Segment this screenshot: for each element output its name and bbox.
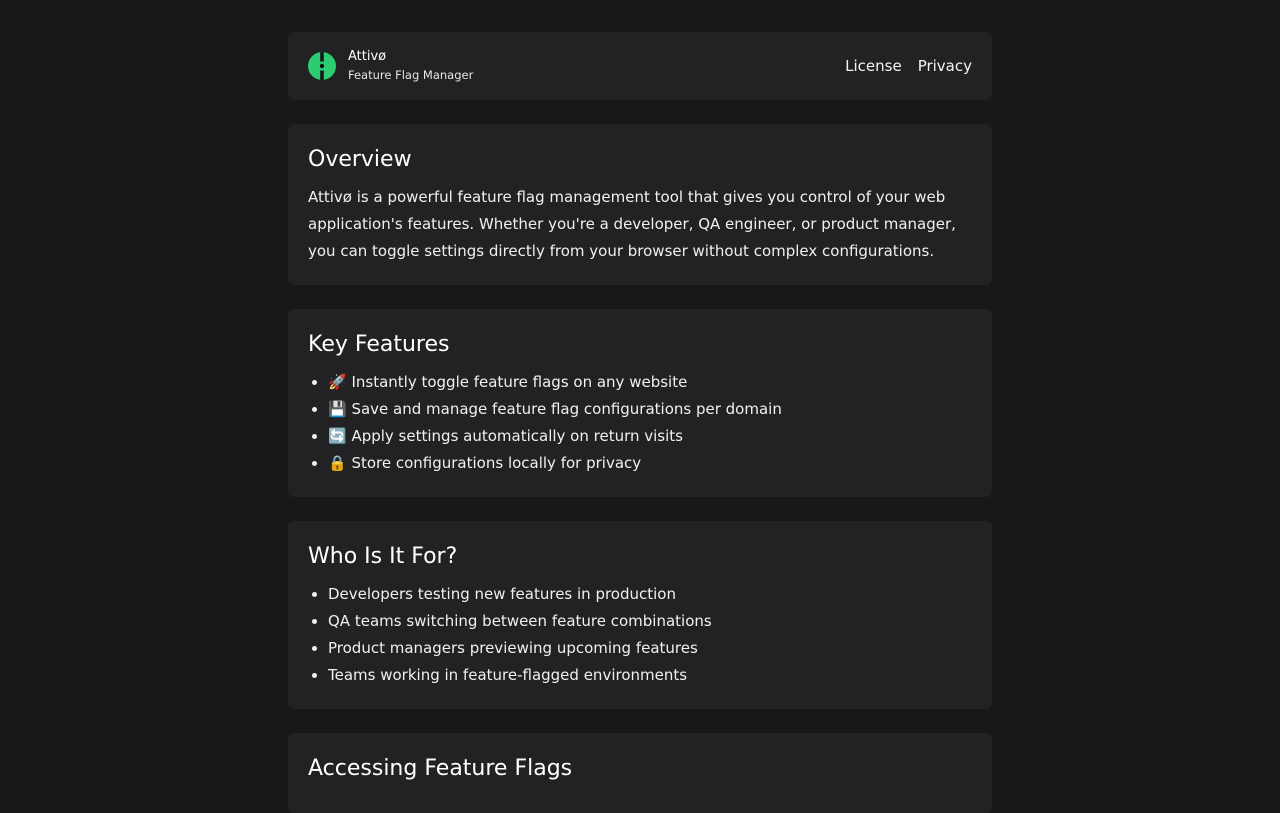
header-nav	[845, 57, 972, 75]
list-item: • Product managers previewing upcoming features	[328, 635, 972, 662]
brand-subtitle: Feature Flag Manager	[348, 68, 474, 82]
privacy-link[interactable]: Privacy	[917, 57, 972, 75]
who-is-it-for-title: Who Is It For?	[308, 544, 458, 569]
list-item: • Developers testing new features in production	[328, 581, 972, 608]
accessing-feature-flags-title: Accessing Feature Flags	[308, 756, 573, 781]
who-is-it-for-section	[288, 521, 992, 709]
overview-section	[288, 124, 992, 285]
list-item: • 🔄 Apply settings automatically on return visits	[328, 423, 972, 450]
list-item: • 🔒 Store configurations locally for privacy	[328, 450, 972, 477]
list-item: • QA teams switching between feature combinations	[328, 608, 972, 635]
audience-list	[308, 581, 972, 689]
brand[interactable]	[308, 48, 473, 84]
page-container	[288, 32, 992, 813]
overview-title: Overview	[308, 147, 412, 172]
attivo-logo-icon	[308, 52, 336, 80]
list-item: • 💾 Save and manage feature flag configurations per domain	[328, 396, 972, 423]
brand-name: Attivø	[348, 49, 387, 64]
license-link[interactable]: License	[845, 57, 902, 75]
key-features-list	[308, 369, 972, 477]
site-header	[288, 32, 992, 100]
overview-text: Attivø is a powerful feature flag management tool that gives you control of your web application's features. Whether you're a developer, QA engineer, or product manager, you can toggle settings directly from your browser without complex configurations.	[308, 188, 956, 260]
key-features-section	[288, 309, 992, 497]
list-item: • 🚀 Instantly toggle feature flags on any website	[328, 369, 972, 396]
list-item: • Teams working in feature-flagged environments	[328, 662, 972, 689]
accessing-feature-flags-section	[288, 733, 992, 813]
key-features-title: Key Features	[308, 332, 450, 357]
brand-text	[348, 48, 473, 84]
